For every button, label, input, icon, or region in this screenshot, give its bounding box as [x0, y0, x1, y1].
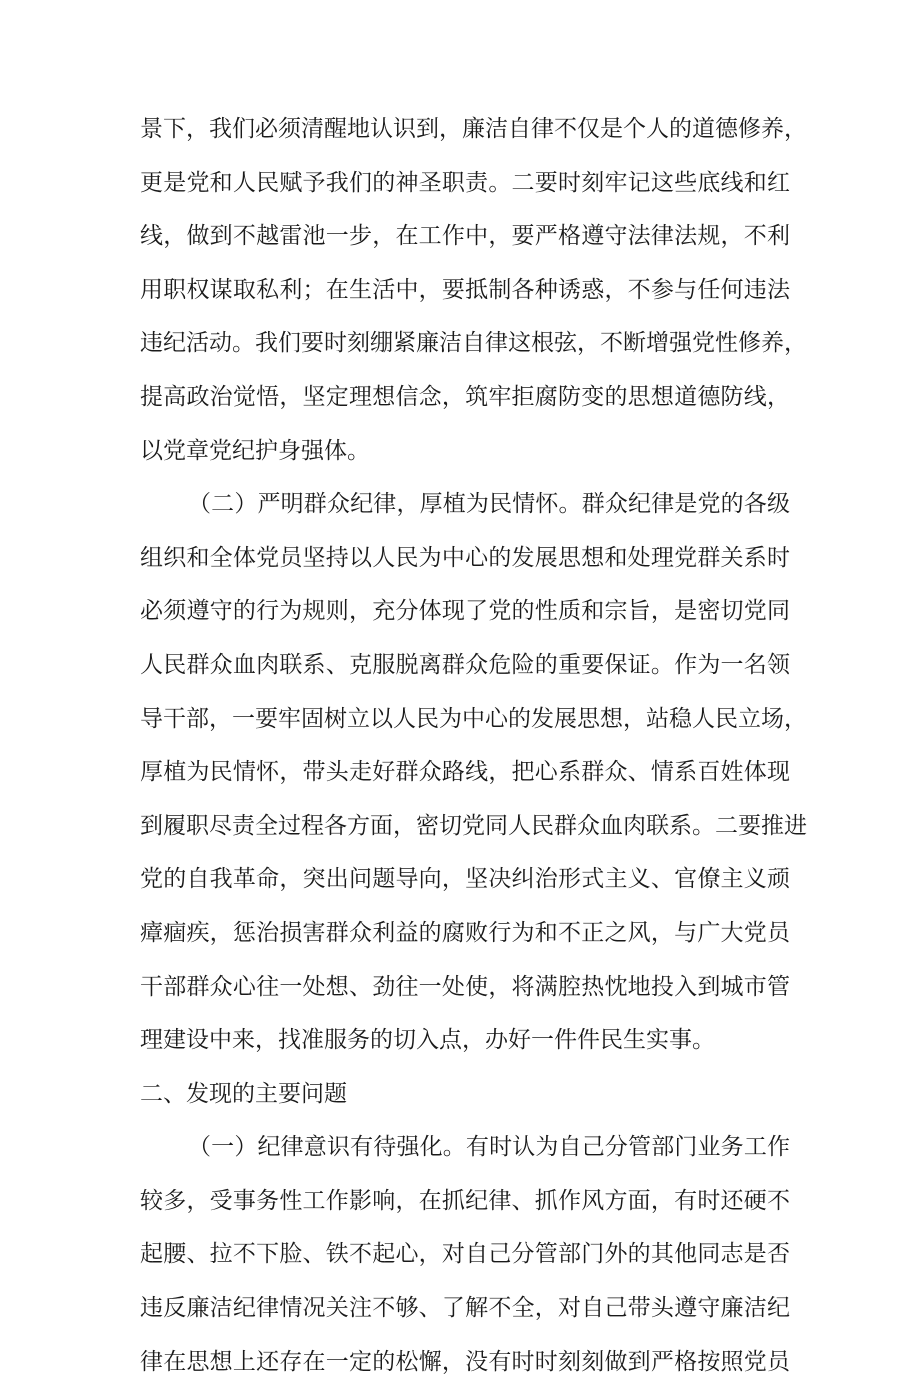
- paragraph-heading-line: （一）纪律意识有待强化。有时认为自己分管部门业务工作: [188, 1134, 790, 1161]
- text-line-16: 瘴痼疾，惩治损害群众利益的腐败行为和不正之风，与广大党员: [140, 919, 790, 946]
- text-line-15: 党的自我革命，突出问题导向，坚决纠治形式主义、官僚主义顽: [140, 866, 790, 893]
- text-line-5: 违纪活动。我们要时刻绷紧廉洁自律这根弦，不断增强党性修养，: [140, 330, 807, 357]
- text-line-1: 景下，我们必须清醒地认识到，廉洁自律不仅是个人的道德修养，: [140, 116, 807, 142]
- paragraph-heading-line: （二）严明群众纪律，厚植为民情怀。群众纪律是党的各级: [188, 491, 790, 518]
- text-line-24: 律在思想上还存在一定的松懈，没有时时刻刻做到严格按照党员: [140, 1348, 790, 1375]
- text-line-4: 用职权谋取私利；在生活中，要抵制各种诱惑，不参与任何违法: [140, 276, 790, 303]
- text-line-3: 线，做到不越雷池一步，在工作中，要严格遵守法律法规，不利: [140, 223, 790, 250]
- text-line-22: 起腰、拉不下脸、铁不起心，对自己分管部门外的其他同志是否: [140, 1241, 790, 1268]
- text-line-10: 必须遵守的行为规则，充分体现了党的性质和宗旨，是密切党同: [140, 598, 790, 625]
- text-line-17: 干部群众心往一处想、劲往一处使，将满腔热忱地投入到城市管: [140, 973, 790, 1000]
- text-line-2: 更是党和人民赋予我们的神圣职责。二要时刻牢记这些底线和红: [140, 169, 790, 196]
- text-line-7: 以党章党纪护身强体。: [140, 437, 370, 464]
- text-line-18: 理建设中来，找准服务的切入点，办好一件件民生实事。: [140, 1027, 715, 1054]
- text-line-21: 较多，受事务性工作影响，在抓纪律、抓作风方面，有时还硬不: [140, 1187, 790, 1214]
- text-line-14: 到履职尽责全过程各方面，密切党同人民群众血肉联系。二要推进: [140, 812, 807, 839]
- text-line-11: 人民群众血肉联系、克服脱离群众危险的重要保证。作为一名领: [140, 651, 790, 678]
- text-line-13: 厚植为民情怀，带头走好群众路线，把心系群众、情系百姓体现: [140, 759, 790, 786]
- document-body: [0, 103, 920, 1389]
- section-heading: 二、发现的主要问题: [140, 1080, 347, 1107]
- text-line-9: 组织和全体党员坚持以人民为中心的发展思想和处理党群关系时: [140, 544, 790, 571]
- text-line-12: 导干部，一要牢固树立以人民为中心的发展思想，站稳人民立场，: [140, 705, 807, 732]
- text-line-6: 提高政治觉悟，坚定理想信念，筑牢拒腐防变的思想道德防线，: [140, 383, 790, 410]
- text-line-23: 违反廉洁纪律情况关注不够、了解不全，对自己带头遵守廉洁纪: [140, 1295, 790, 1322]
